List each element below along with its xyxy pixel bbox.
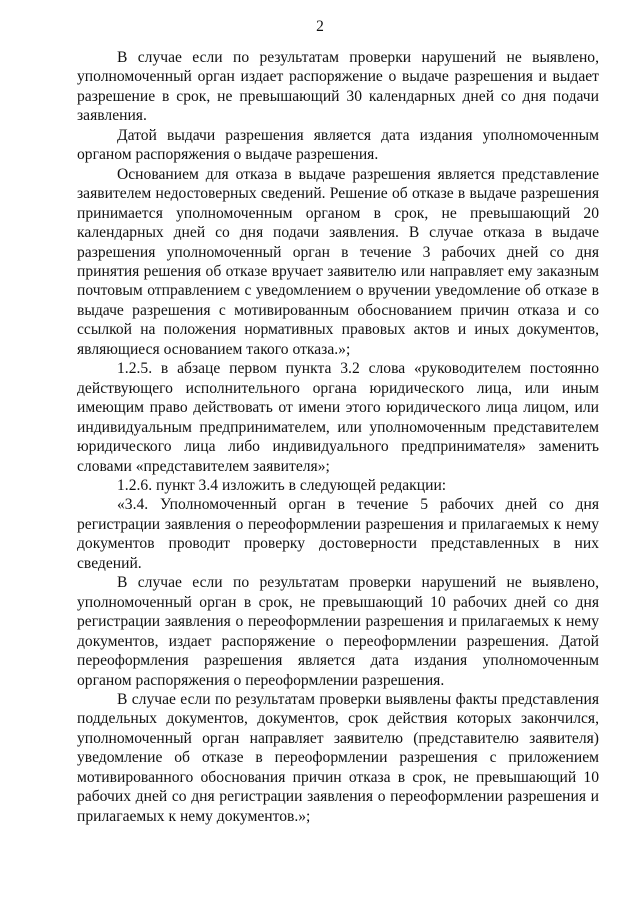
paragraph-reissue-refusal: В случае если по результатам проверки выявлены факты представления поддельных документов, документов, срок действия которых закончился, уполномоченный орган направляет заявителю (представителю заявителя) уведомление об отказе в переоформлении разрешения с приложением мотивированного обоснования причин отказа в срок, не превышающий 10 рабочих дней со дня регистрации заявления о переоформлении разрешения и прилагаемых к нему документов.»;	[77, 690, 599, 825]
paragraph-item-3-4: «3.4. Уполномоченный орган в течение 5 рабочих дней со дня регистрации заявления о переоформлении разрешения и прилагаемых к нему документов проводит проверку достоверности представленных в них сведений.	[77, 496, 599, 572]
paragraph-item-1-2-5: 1.2.5. в абзаце первом пункта 3.2 слова «руководителем постоянно действующего исполнительного органа юридического лица, или иным имеющим право действовать от имени этого юридического лица лицом, или индивидуальным предпринимателем, или уполномоченным представителем юридического лица либо индивидуального предпринимателя» заменить словами «представителем заявителя»;	[77, 360, 599, 475]
page-number: 2	[316, 18, 324, 35]
paragraph-reissue-order: В случае если по результатам проверки нарушений не выявлено, уполномоченный орган в срок, не превышающий 10 рабочих дней со дня регистрации заявления о переоформлении разрешения и прилагаемых к нему документов, издает распоряжение о переоформлении разрешения. Датой переоформления разрешения является дата издания уполномоченным органом распоряжения о переоформлении разрешения.	[77, 574, 599, 689]
paragraph-item-1-2-6: 1.2.6. пункт 3.4 изложить в следующей редакции:	[117, 476, 447, 494]
paragraph-issue-date: Датой выдачи разрешения является дата издания уполномоченным органом распоряжения о выдаче разрешения.	[77, 126, 599, 164]
document-body	[77, 48, 599, 826]
paragraph-no-violations: В случае если по результатам проверки нарушений не выявлено, уполномоченный орган издает распоряжение о выдаче разрешения и выдает разрешение в срок, не превышающий 30 календарных дней со дня подачи заявления.	[77, 49, 599, 125]
paragraph-refusal-grounds: Основанием для отказа в выдаче разрешения является представление заявителем недостоверных сведений. Решение об отказе в выдаче разрешения принимается уполномоченным органом в срок, не превышающий 20 календарных дней со дня подачи заявления. В случае отказа в выдаче разрешения уполномоченный орган в течение 3 рабочих дней со дня принятия решения об отказе вручает заявителю или направляет ему заказным почтовым отправлением с уведомлением о вручении уведомление об отказе в выдаче разрешения с мотивированным обоснованием причин отказа и со ссылкой на положения нормативных правовых актов и иных документов, являющиеся основанием такого отказа.»;	[77, 165, 599, 358]
